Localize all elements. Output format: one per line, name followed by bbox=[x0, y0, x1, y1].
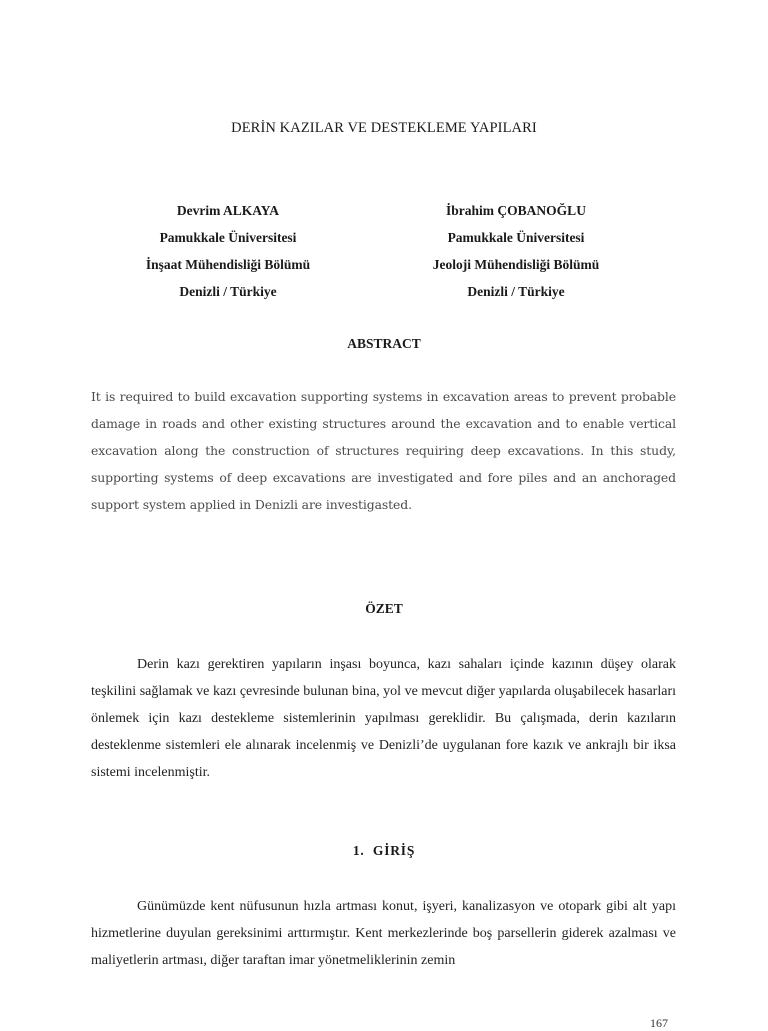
giris-text: Günümüzde kent nüfusunun hızla artması konut, işyeri, kanalizasyon ve otopark gibi alt yapı hizmetlerine duyulan gereksinimi arttırmıştır. Kent merkezlerinde boş parsellerin giderek azalması ve maliyetlerin artması, diğer taraftan imar yönetmeliklerinin zemin bbox=[91, 899, 676, 968]
ozet-text: Derin kazı gerektiren yapıların inşası boyunca, kazı sahaları içinde kazının düşey olarak teşkilini sağlamak ve kazı çevresinde bulunan bina, yol ve mevcut diğer yapılarda oluşabilecek hasarları önlemek için kazı destekleme sistemlerinin yapılması gereklidir. Bu çalışmada, derin kazıların desteklenme sistemleri ele alınarak incelenmiş ve Denizli’de uygulanan fore kazık ve ankrajlı bir iksa sistemi incelenmiştir. bbox=[91, 657, 676, 780]
author-department: Jeoloji Mühendisliği Bölümü bbox=[432, 257, 600, 272]
author-university: Pamukkale Üniversitesi bbox=[447, 230, 585, 245]
author-department: İnşaat Mühendisliği Bölümü bbox=[145, 257, 311, 272]
abstract-text: It is required to build excavation supporting systems in excavation areas to prevent probable damage in roads and other existing structures around the excavation and to enable vertical excavation along the construction of structures requiring deep excavations. In this study, supporting systems of deep excavations are investigated and fore piles and an anchoraged support system applied in Denizli are investigasted. bbox=[91, 389, 676, 512]
author-location: Denizli / Türkiye bbox=[467, 284, 565, 299]
author-university: Pamukkale Üniversitesi bbox=[159, 230, 297, 245]
ozet-heading: ÖZET bbox=[365, 601, 403, 616]
section-heading-giris: 1. GİRİŞ bbox=[352, 843, 416, 858]
author-name: Devrim ALKAYA bbox=[176, 203, 280, 218]
author-location: Denizli / Türkiye bbox=[179, 284, 277, 299]
page-number: 167 bbox=[650, 1016, 668, 1030]
author-block-1 bbox=[78, 201, 378, 309]
paper-title: DERİN KAZILAR VE DESTEKLEME YAPILARI bbox=[231, 120, 537, 136]
abstract-heading: ABSTRACT bbox=[347, 336, 421, 351]
author-block-2 bbox=[366, 201, 666, 309]
author-name: İbrahim ÇOBANOĞLU bbox=[446, 203, 586, 218]
